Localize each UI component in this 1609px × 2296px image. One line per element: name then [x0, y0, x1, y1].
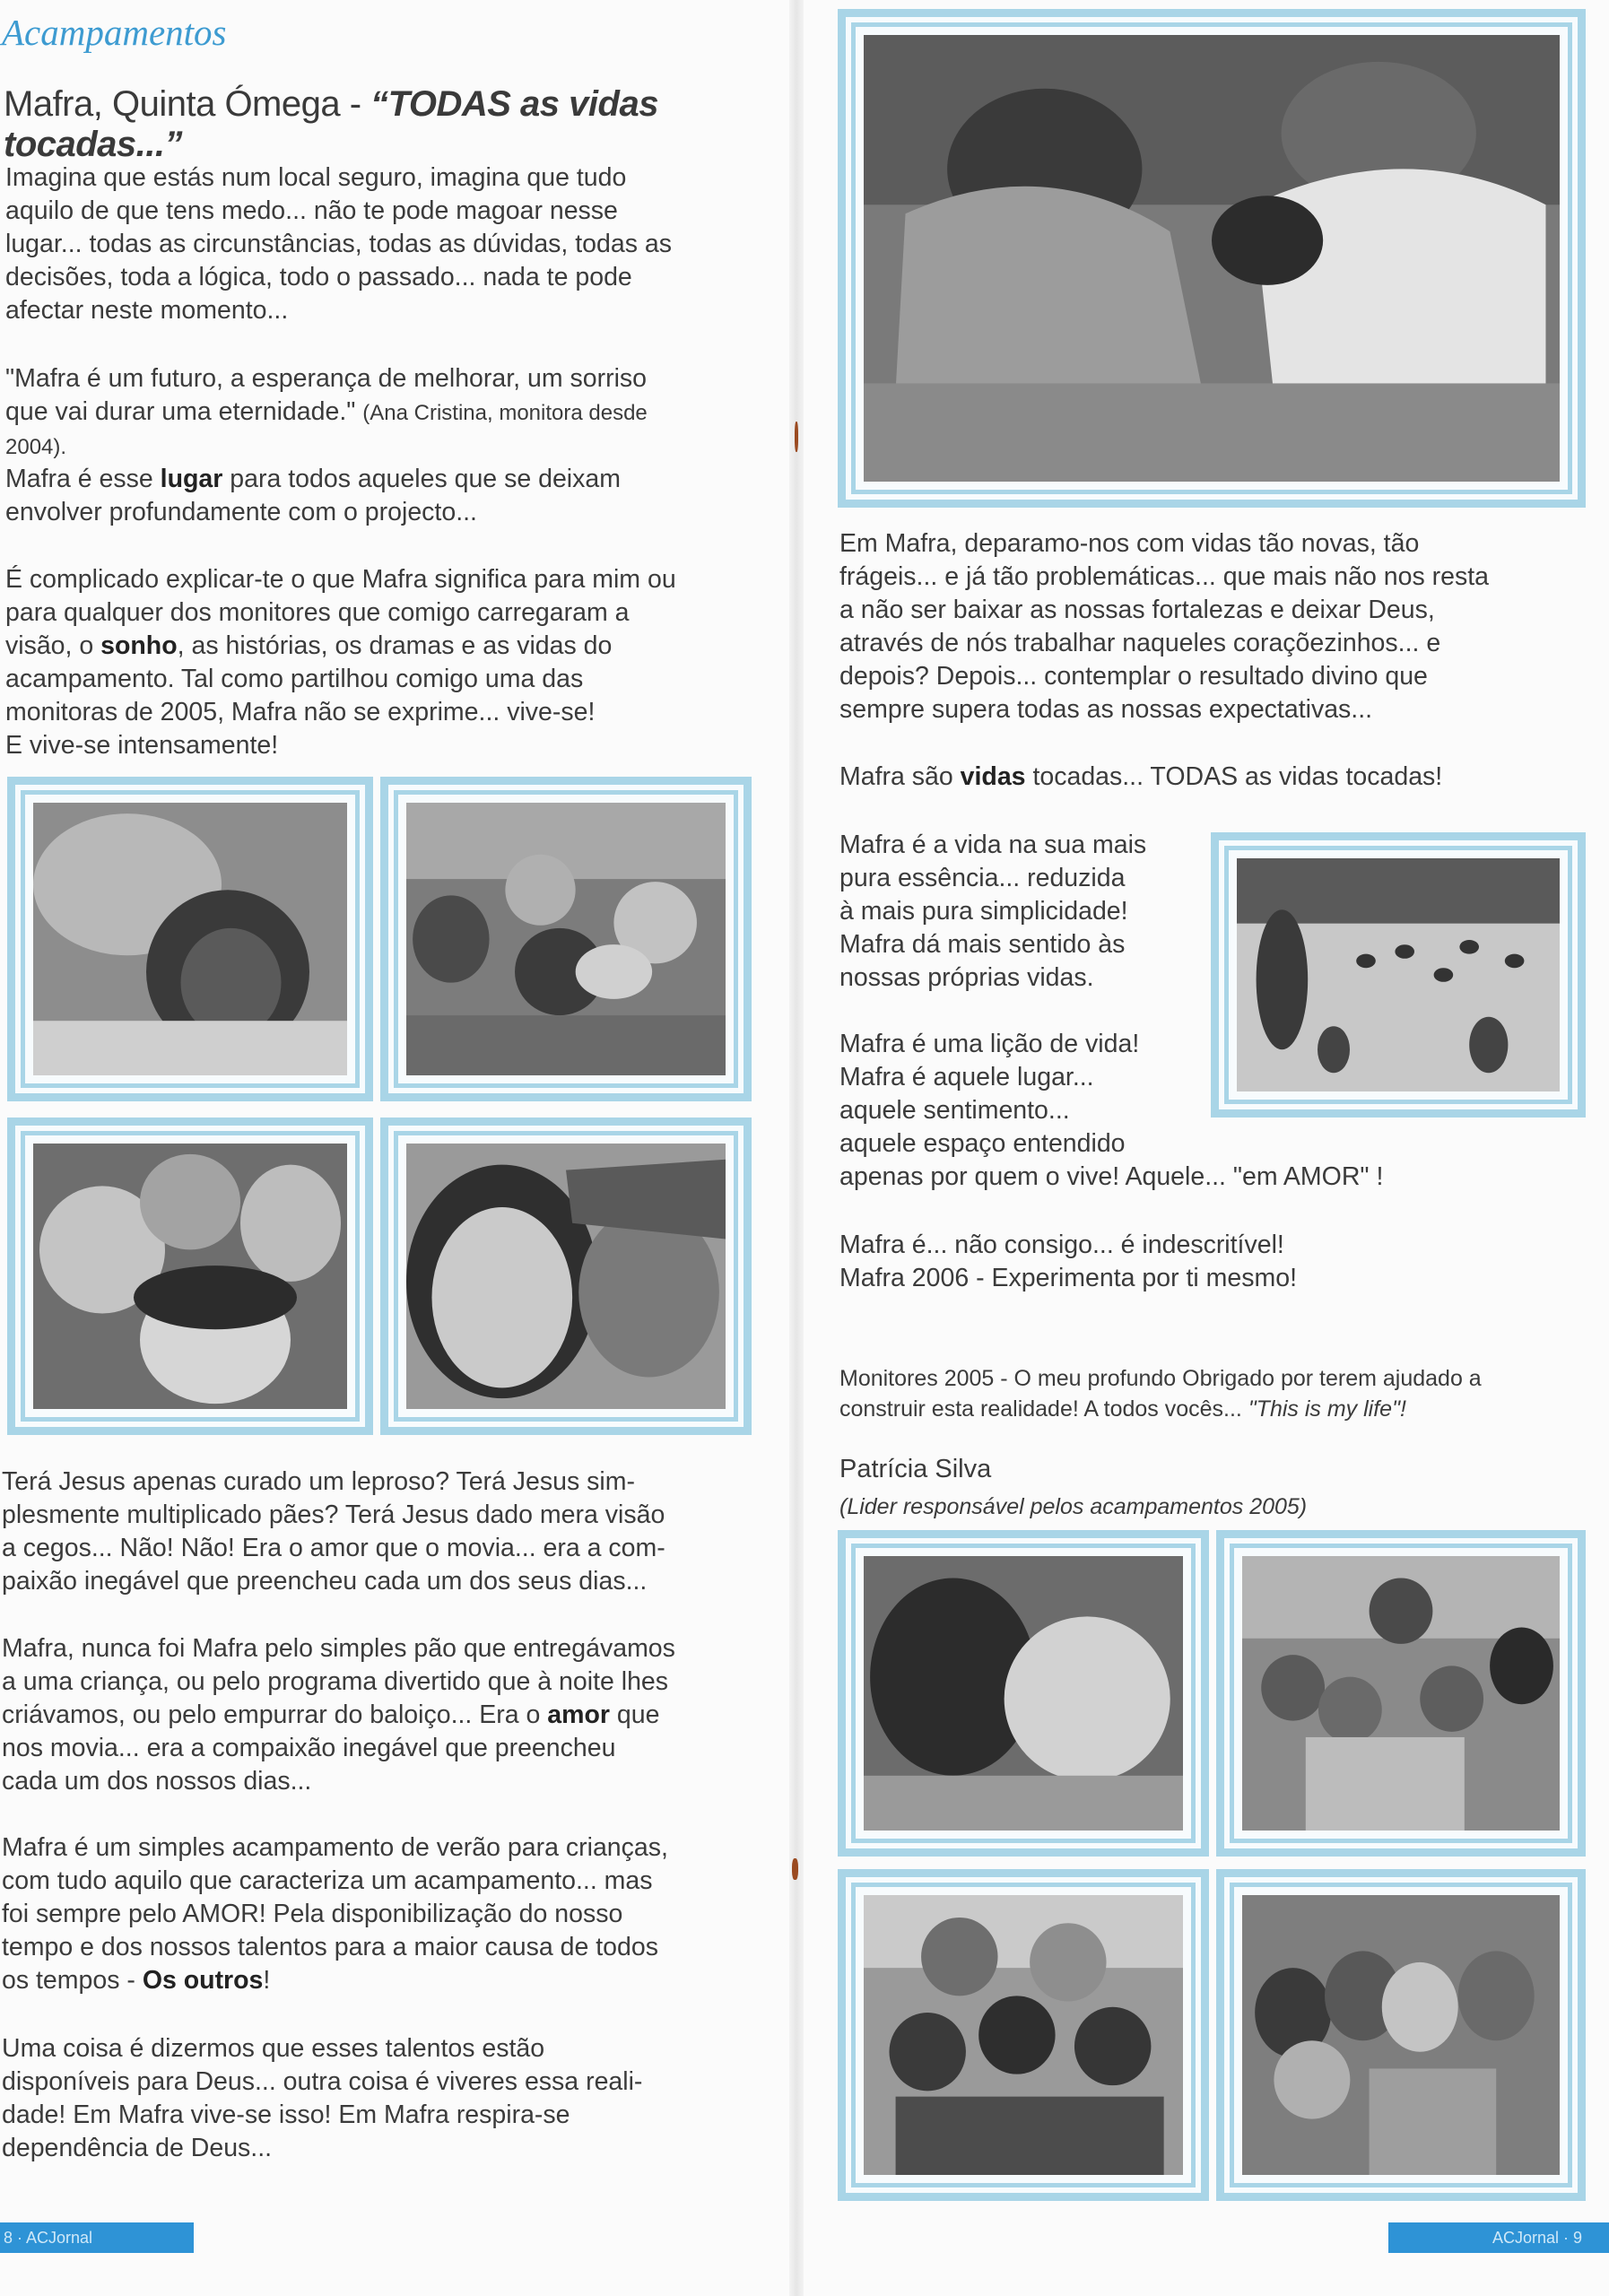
photo-teens-group: [1216, 1869, 1586, 2201]
title-quote: “TODAS as vidas tocadas...”: [4, 84, 658, 164]
bold-run: amor: [547, 1700, 610, 1729]
italic-run: "This is my life"!: [1248, 1396, 1406, 1422]
photo-monitors-with-child: [838, 9, 1586, 508]
bold-run: lugar: [160, 465, 223, 493]
page-gutter: [789, 0, 804, 2296]
left-page: [0, 0, 789, 2296]
paragraph-outros: [2, 1831, 773, 1997]
text-run: para todos aqueles que se deixam envolver profundamente com o projecto...: [5, 465, 621, 526]
text-run: !: [263, 1966, 271, 1995]
text-run: , as histórias, os dramas e as vidas do acampamento. Tal como partilhou comigo uma das monitoras de 2005, Mafra não se exprime... vive-se! E vive-se intensamente!: [5, 631, 613, 760]
quote-text: "Mafra é um futuro, a esperança de melhorar, um sorriso que vai durar uma eternidade.": [5, 364, 648, 426]
article-title: [4, 84, 789, 165]
photo-two-faces: [380, 1118, 752, 1435]
paragraph-quote: [5, 362, 777, 464]
author-name: Patrícia Silva: [839, 1455, 992, 1483]
photo-girl-and-child: [7, 777, 373, 1101]
section-label: Acampamentos: [2, 12, 227, 53]
paragraph-lugar: [5, 463, 777, 529]
paper-mark: [795, 422, 798, 452]
text-run: tocadas... TODAS as vidas tocadas!: [1025, 762, 1443, 791]
paragraph-sonho: [5, 563, 777, 762]
paragraph-vidas-novas: Em Mafra, deparamo-nos com vidas tão novas, tão frágeis... e já tão problemáticas... que mais não nos resta a não ser baixar as nossas fortalezas e deixar Deus, através de nós trabalhar naqueles coraçõezinhos... e depois? Depois... contemplar o resultado divino que sempre supera todas as nossas expectativas...: [839, 529, 1489, 724]
paragraph-vidas-tocadas: [839, 761, 1602, 794]
paragraph-amor: [2, 1632, 773, 1798]
paragraph-jesus: Terá Jesus apenas curado um leproso? Terá Jesus sim- plesmente multiplicado pães? Terá Jesus dado mera visão a cegos... Não! Não! Era o amor que o movia... era a com- paixão inegável que preencheu cada um dos seus dias...: [2, 1467, 665, 1596]
text-run: Mafra é um simples acampamento de verão para crianças, com tudo aquilo que caracteriza um acampamento... mas foi sempre pelo AMOR! Pela disponibilização do nosso tempo e dos nossos talentos para a maior causa de todos os tempos -: [2, 1833, 668, 1995]
footer-page-number: ACJornal · 9: [1388, 2222, 1609, 2253]
paragraph-essencia: Mafra é a vida na sua mais pura essência... reduzida à mais pura simplicidade! Mafra dá mais sentido às nossas próprias vidas.: [839, 831, 1147, 992]
photo-close-up: [838, 1530, 1209, 1857]
paper-mark: [792, 1858, 798, 1880]
paragraph-licao: Mafra é uma lição de vida! Mafra é aquele lugar... aquele sentimento... aquele espaço entendido apenas por quem o vive! Aquele... "em AMOR" !: [839, 1030, 1384, 1191]
right-page: [804, 0, 1609, 2296]
paragraph-intro: Imagina que estás num local seguro, imagina que tudo aquilo de que tens medo... não te pode magoar nesse lugar... todas as circunstâncias, todas as dúvidas, todas as decisões, toda a lógica, todo o passado... nada te pode afectar neste momento...: [5, 163, 673, 325]
text-run: Monitores 2005 - O meu profundo Obrigado por terem ajudado a construir esta realidade! A todos vocês...: [839, 1366, 1482, 1422]
text-run: Mafra são: [839, 762, 961, 791]
photo-group-smiling: [380, 777, 752, 1101]
paragraph-indescritivel: Mafra é... não consigo... é indescritível! Mafra 2006 - Experimenta por ti mesmo!: [839, 1231, 1298, 1292]
text-run: Mafra, nunca foi Mafra pelo simples pão que entregávamos a uma criança, ou pelo programa divertido que à noite lhes criávamos, ou pelo empurrar do baloiço... Era o: [2, 1634, 675, 1729]
bold-run: Os outros: [142, 1966, 264, 1995]
photo-children-huddle: [838, 1869, 1209, 2201]
bold-run: sonho: [100, 631, 178, 660]
author-role: (Lider responsável pelos acampamentos 2005): [839, 1494, 1308, 1519]
text-run: que nos movia... era a compaixão inegável que preencheu cada um dos nossos dias...: [2, 1700, 660, 1796]
paragraph-deus: Uma coisa é dizermos que esses talentos estão disponíveis para Deus... outra coisa é viveres essa reali- dade! Em Mafra vive-se isso! Em Mafra respira-se dependência de Deus...: [2, 2034, 643, 2162]
photo-kids-group: [1216, 1530, 1586, 1857]
title-prefix: Mafra, Quinta Ómega -: [4, 84, 371, 124]
bold-run: vidas: [960, 762, 1026, 791]
photo-four-faces: [7, 1118, 373, 1435]
text-run: É complicado explicar-te o que Mafra significa para mim ou para qualquer dos monitores que comigo carregaram a visão, o: [5, 565, 676, 660]
quote-attribution: (Ana Cristina, monitora desde 2004).: [5, 401, 648, 459]
thanks-note: [839, 1363, 1602, 1424]
text-run: Mafra é esse: [5, 465, 161, 493]
footer-page-number: 8 · ACJornal: [0, 2222, 194, 2253]
